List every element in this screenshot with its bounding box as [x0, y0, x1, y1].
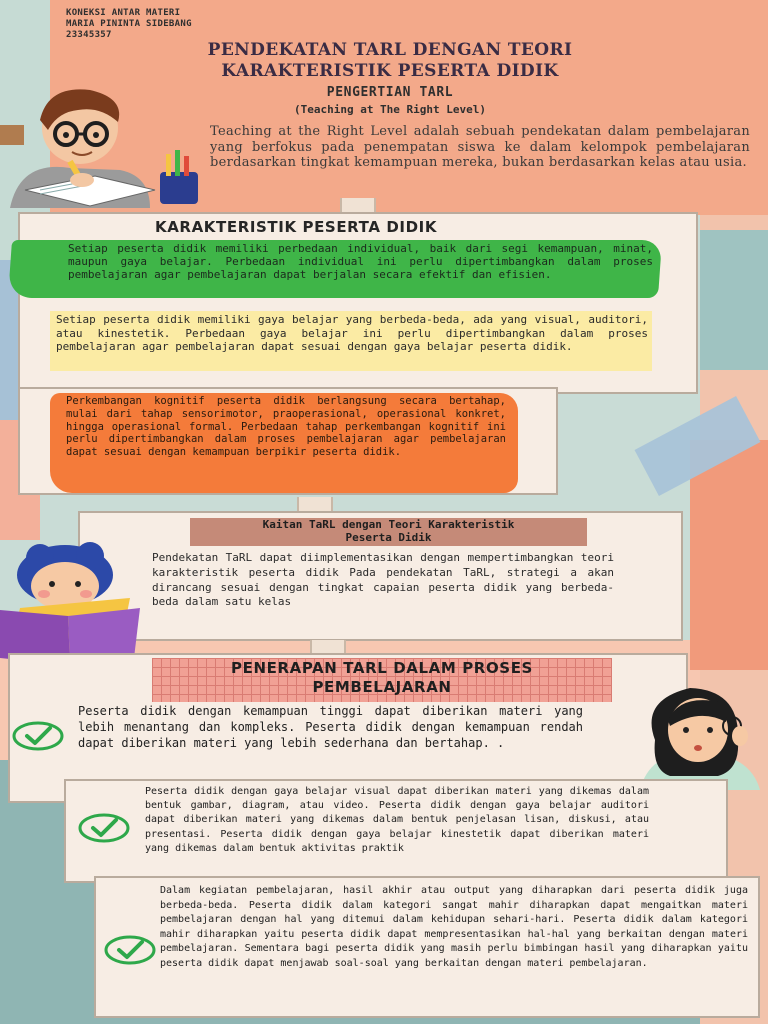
- penerapan-point-gaya-belajar: Peserta didik dengan gaya belajar visual dapat diberikan materi yang dikemas dalam bentuk gambar, diagram, atau video. Peserta didik dengan gaya belajar auditori dapat diberikan materi yang dikemas dalam bentuk penjelasan lisan, diskusi, atau presentasi. Peserta didik dengan gaya belajar kinestetik dapat diberikan materi yang dikemas dalam bentuk aktivitas praktik: [145, 786, 649, 854]
- title-line: PENERAPAN TARL DALAM PROSES: [231, 659, 533, 677]
- page-title: [150, 40, 630, 82]
- title-line: PENDEKATAN TARL DENGAN TEORI: [207, 40, 573, 60]
- background-shape: [700, 230, 768, 370]
- background-shape: [690, 440, 768, 670]
- penerapan-point-output: Dalam kegiatan pembelajaran, hasil akhir atau output yang diharapkan dari peserta didik juga berbeda-beda. Peserta didik dalam kategori sangat mahir diharapkan dapat mengaitkan materi pembelajaran dengan hal yang ditemui dalam kehidupan sehari-hari. Peserta didik dalam kategori mahir diharapkan yaitu peserta didik dapat mempresentasikan hal-hal yang berkaitan dengan materi pembelajaran. Sementara bagi peserta didik yang masih perlu bimbingan hasil yang diharapkan yaitu peserta didik dapat menjawab soal-soal yang berkaitan dengan materi pembelajaran.: [160, 885, 748, 969]
- check-icon: [104, 934, 156, 966]
- title-line: Kaitan TaRL dengan Teori Karakteristik: [262, 518, 515, 531]
- child-book-illustration: [0, 540, 150, 665]
- title-line: Peserta Didik: [345, 531, 432, 544]
- title-line: PEMBELAJARAN: [312, 678, 452, 696]
- section-title-kaitan: [190, 518, 587, 544]
- karakteristik-paragraph-kognitif: Perkembangan kognitif peserta didik berlangsung secara bertahap, mulai dari tahap sensorimotor, praoperasional, operasional konkret, hingga operasional formal. Perbedaan tahap perkembangan kognitif ini perlu dipertimbangkan dalam proses pembelajaran agar pembelajaran dapat sesuai dengan kemampuan berpikir peserta didik.: [66, 395, 506, 459]
- karakteristik-paragraph-gaya-belajar: Setiap peserta didik memiliki gaya belajar yang berbeda-beda, ada yang visual, auditori, atau kinestetik. Perbedaan gaya belajar ini perlu dipertimbangkan dalam proses pembelajaran agar pembelajaran dapat sesuai dengan gaya belajar peserta didik.: [56, 313, 648, 354]
- author-label: KONEKSI ANTAR MATERI: [66, 8, 181, 18]
- title-line: KARAKTERISTIK PESERTA DIDIK: [221, 61, 559, 81]
- section-title-pengertian: PENGERTIAN TARL: [326, 85, 454, 100]
- author-id: 23345357: [66, 30, 112, 40]
- penerapan-point-kemampuan: Peserta didik dengan kemampuan tinggi dapat diberikan materi yang lebih menantang dan kompleks. Peserta didik dengan kemampuan rendah dapat diberikan materi yang lebih sederhana dan bertahap. .: [78, 704, 583, 750]
- check-icon: [78, 812, 130, 844]
- author-info: [66, 8, 192, 41]
- section-title-karakteristik: KARAKTERISTIK PESERTA DIDIK: [155, 218, 438, 236]
- check-icon: [12, 720, 64, 752]
- section-subtitle: (Teaching at The Right Level): [293, 103, 487, 116]
- boy-reading-illustration: [0, 80, 210, 210]
- author-name: MARIA PININTA SIDEBANG: [66, 19, 192, 29]
- section-title-penerapan: [152, 659, 612, 697]
- kaitan-paragraph: Pendekatan TaRL dapat diimplementasikan dengan mempertimbangkan teori karakteristik peserta didik Pada pendekatan TaRL, strategi a akan dirancang sesuai dengan tingkat capaian peserta didik yang berbeda-beda dalam satu kelas: [152, 551, 614, 609]
- karakteristik-paragraph-individual: Setiap peserta didik memiliki perbedaan individual, baik dari segi kemampuan, minat, maupun gaya belajar. Perbedaan individual ini perlu dipertimbangkan dalam proses pembelajaran agar pembelajaran dapat berjalan secara efektif dan efisien.: [68, 242, 653, 282]
- intro-paragraph: Teaching at the Right Level adalah sebuah pendekatan dalam pembelajaran yang berfokus pada penempatan siswa ke dalam kelompok pembelajaran berdasarkan tingkat kemampuan mereka, bukan berdasarkan kelas atau usia.: [210, 124, 750, 170]
- girl-thinking-illustration: [600, 680, 768, 790]
